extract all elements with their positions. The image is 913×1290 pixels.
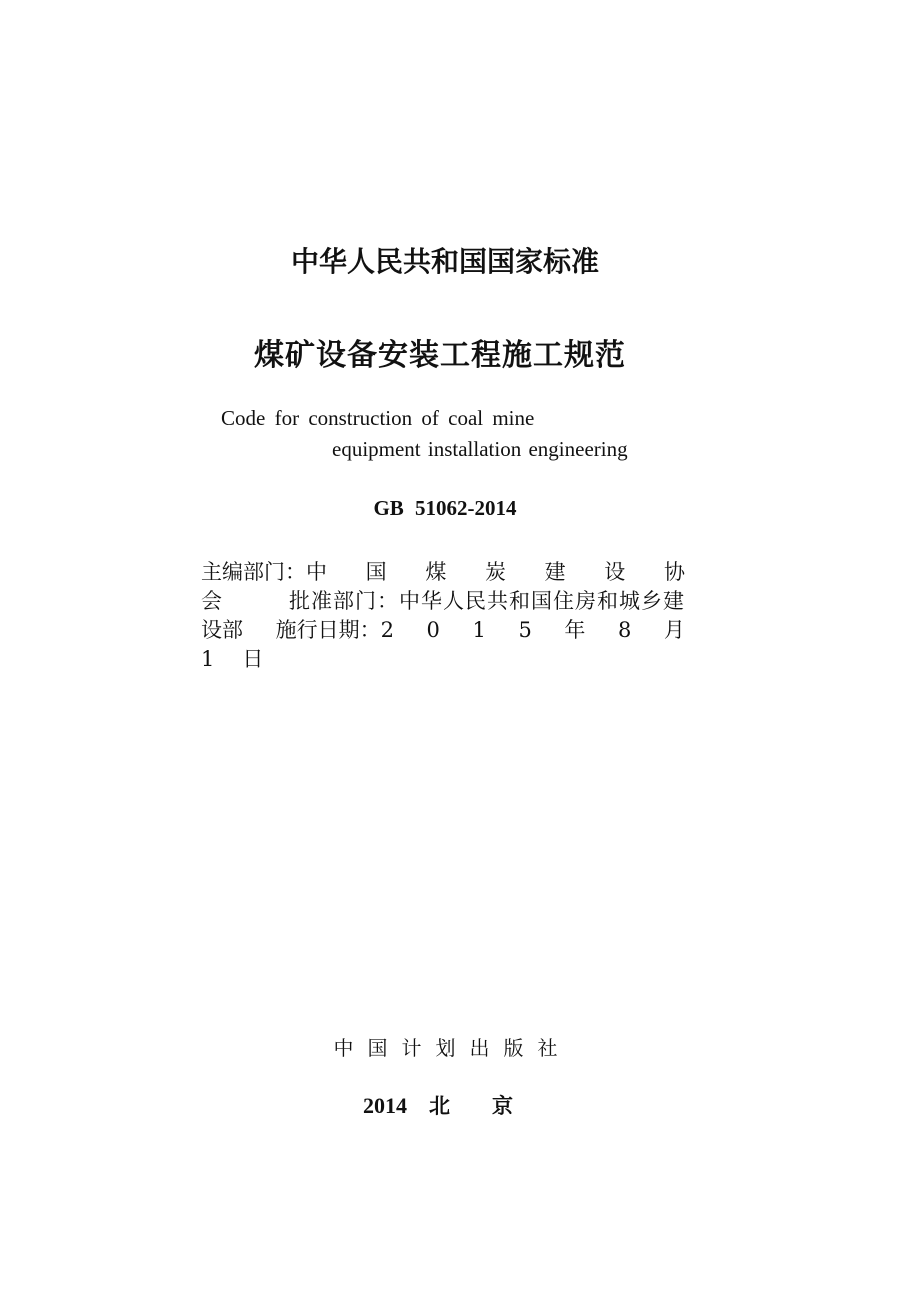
info-text: 协	[663, 560, 685, 584]
document-title-chinese: 煤矿设备安装工程施工规范	[254, 338, 626, 373]
document-title-english-line-2: equipment installation engineering	[332, 437, 628, 461]
info-text: 煤	[425, 560, 447, 584]
publication-year: 2014	[363, 1093, 407, 1118]
publication-city: 北 京	[429, 1094, 513, 1118]
standard-series-heading: 中华人民共和国国家标准	[290, 245, 599, 278]
document-title-english-line-1: Code for construction of coal mine	[221, 406, 535, 430]
info-text: 8	[617, 618, 632, 642]
info-text: 年	[564, 618, 586, 642]
info-row	[201, 558, 685, 587]
issuing-info-block	[201, 558, 685, 674]
info-text: 设部	[201, 618, 243, 642]
info-text: 国	[365, 560, 387, 584]
standard-code: GB 51062-2014	[373, 496, 517, 520]
info-text: 日	[242, 647, 264, 671]
info-text: 0	[426, 618, 440, 642]
info-text: 批准部门：中华人民共和国住房和城乡建	[289, 589, 685, 613]
info-text: 5	[518, 618, 532, 642]
info-row	[201, 645, 685, 674]
info-text: 设	[604, 560, 626, 584]
info-text: 炭	[484, 560, 506, 584]
info-text: 主编部门：中	[201, 560, 327, 584]
info-row	[201, 587, 685, 616]
info-text: 建	[544, 560, 566, 584]
info-text: 1	[201, 647, 215, 671]
info-text: 月	[663, 618, 685, 642]
info-text: 1	[472, 618, 486, 642]
info-row	[201, 616, 685, 645]
info-text: 施行日期：2	[275, 618, 394, 642]
publication-year-city	[363, 1090, 513, 1120]
info-text: 会	[201, 589, 222, 613]
publisher-name: 中国计划出版社	[333, 1036, 572, 1060]
